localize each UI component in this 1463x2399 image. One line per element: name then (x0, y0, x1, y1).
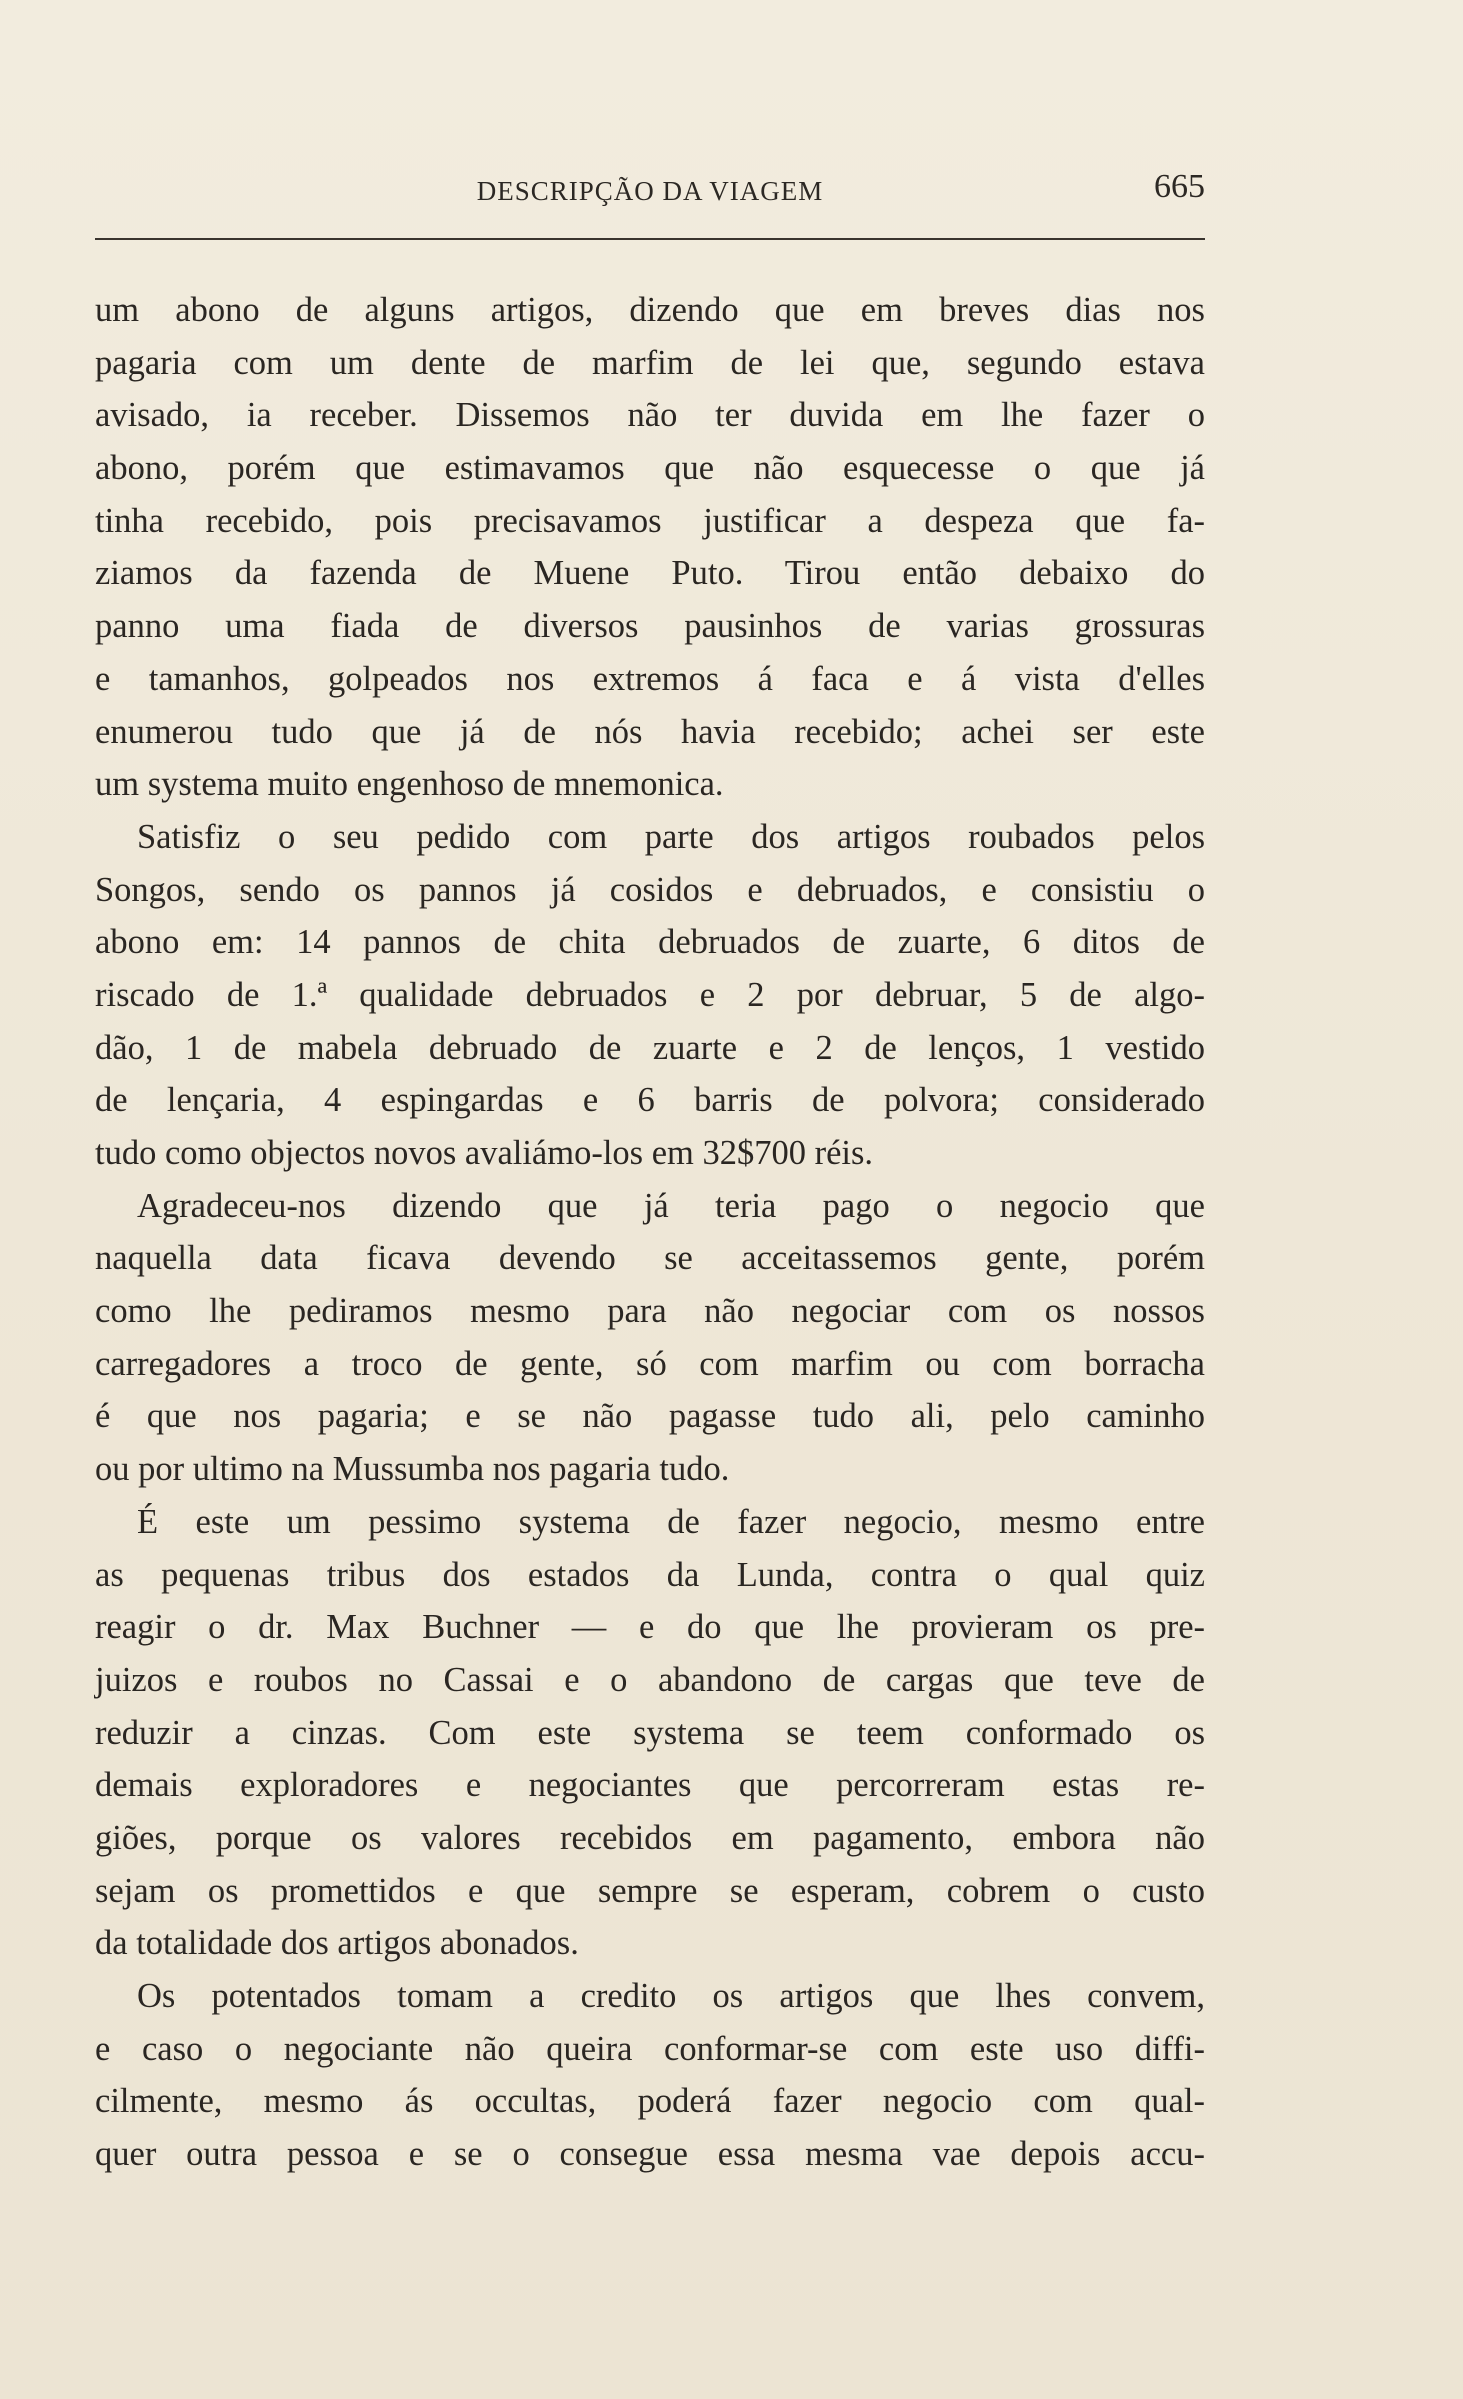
text-line: panno uma fiada de diversos pausinhos de varias grossuras (95, 607, 1205, 646)
page-header (95, 168, 1205, 218)
text-line: tudo como objectos novos avaliámo-los em 32$700 réis. (95, 1134, 874, 1172)
text-line: Agradeceu-nos dizendo que já teria pago o negocio que (137, 1186, 1205, 1225)
text-line: juizos e roubos no Cassai e o abandono de cargas que teve de (95, 1660, 1205, 1699)
text-line: um abono de alguns artigos, dizendo que em breves dias nos (95, 291, 1205, 329)
text-line: e tamanhos, golpeados nos extremos á faca e á vista d'elles (95, 659, 1205, 698)
running-title: DESCRIPÇÃO DA VIAGEM (476, 176, 824, 206)
page-number: 665 (1154, 168, 1205, 205)
text-line: dão, 1 de mabela debruado de zuarte e 2 de lenços, 1 vestido (95, 1028, 1205, 1067)
text-line: é que nos pagaria; e se não pagasse tudo ali, pelo caminho (95, 1397, 1205, 1436)
text-line: giões, porque os valores recebidos em pagamento, embora não (95, 1818, 1205, 1857)
text-line: ziamos da fazenda de Muene Puto. Tirou então debaixo do (95, 554, 1205, 593)
text-line: riscado de 1.ª qualidade debruados e 2 por debruar, 5 de algo- (95, 975, 1205, 1014)
text-line: abono, porém que estimavamos que não esquecesse o que já (95, 449, 1205, 488)
text-line: demais exploradores e negociantes que percorreram estas re- (95, 1766, 1205, 1805)
text-line: reduzir a cinzas. Com este systema se teem conformado os (95, 1713, 1205, 1752)
text-line: como lhe pediramos mesmo para não negociar com os nossos (95, 1292, 1205, 1331)
text-line: um systema muito engenhoso de mnemonica. (95, 765, 724, 804)
text-line: pagaria com um dente de marfim de lei que, segundo estava (95, 343, 1205, 382)
text-line: e caso o negociante não queira conformar-se com este uso diffi- (95, 2029, 1205, 2068)
text-line: É este um pessimo systema de fazer negocio, mesmo entre (137, 1502, 1205, 1541)
text-line: tinha recebido, pois precisavamos justificar a despeza que fa- (95, 501, 1205, 540)
text-line: avisado, ia receber. Dissemos não ter duvida em lhe fazer o (95, 396, 1205, 435)
text-line: naquella data ficava devendo se acceitassemos gente, porém (95, 1239, 1205, 1278)
text-line: quer outra pessoa e se o consegue essa mesma vae depois accu- (95, 2135, 1205, 2174)
text-line: cilmente, mesmo ás occultas, poderá fazer negocio com qual- (95, 2082, 1205, 2121)
text-line: abono em: 14 pannos de chita debruados de zuarte, 6 ditos de (95, 923, 1205, 962)
text-line: as pequenas tribus dos estados da Lunda, contra o qual quiz (95, 1555, 1205, 1594)
body-text (95, 284, 1205, 2181)
text-line: da totalidade dos artigos abonados. (95, 1924, 579, 1963)
header-rule (95, 238, 1205, 240)
text-line: carregadores a troco de gente, só com marfim ou com borracha (95, 1344, 1205, 1383)
text-line: Satisfiz o seu pedido com parte dos artigos roubados pelos (137, 817, 1205, 856)
text-line: reagir o dr. Max Buchner — e do que lhe provieram os pre- (95, 1608, 1205, 1647)
text-line: ou por ultimo na Mussumba nos pagaria tudo. (95, 1450, 730, 1489)
text-line: Songos, sendo os pannos já cosidos e debruados, e consistiu o (95, 870, 1205, 909)
text-line: enumerou tudo que já de nós havia recebido; achei ser este (95, 712, 1205, 751)
text-line: de lençaria, 4 espingardas e 6 barris de polvora; considerado (95, 1081, 1205, 1120)
text-line: sejam os promettidos e que sempre se esperam, cobrem o custo (95, 1871, 1205, 1910)
text-line: Os potentados tomam a credito os artigos que lhes convem, (137, 1977, 1205, 2015)
